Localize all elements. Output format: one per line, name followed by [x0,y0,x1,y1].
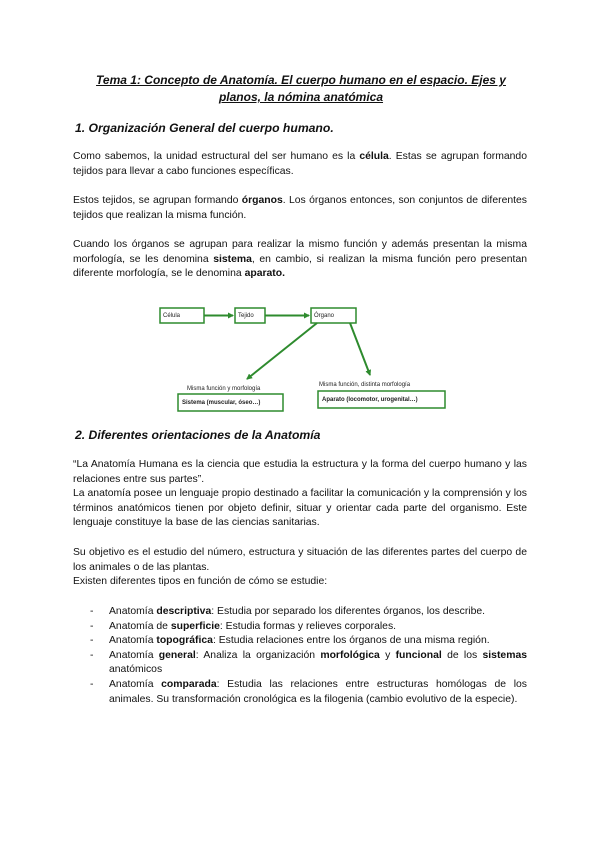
list-item: - Anatomía descriptiva: Estudia por separado los diferentes órganos, los describe. [90,606,486,617]
section1-paragraph-3: Cuando los órganos se agrupan para realizar la mismo función y además presentan la misma morfología, se les denomina sistema, en cambio, si realizan la misma función pero presentan diferente morfología, se le denomina aparato. [73,239,527,280]
diagram-label-aparato: Aparato (locomotor, urogenital…) [322,397,418,403]
diagram-label-sistema: Sistema (muscular, óseo…) [182,400,261,406]
anatomy-types-list [90,605,527,707]
diagram-caption-sistema: Misma función y morfología [187,386,261,392]
section1-heading: 1. Organización General del cuerpo humano. [75,121,334,135]
list-item: - Anatomía topográfica: Estudia relaciones entre los órganos de una misma región. [90,635,490,647]
section1-paragraph-1: Como sabemos, la unidad estructural del ser humano es la célula. Estas se agrupan formando tejidos para llevar a cabo funciones específicas. [73,151,527,177]
diagram-caption-aparato: Misma función, distinta morfología [319,382,411,388]
arrow-organo-aparato [350,323,370,375]
title-line-1: Tema 1: Concepto de Anatomía. El cuerpo humano en el espacio. Ejes y [96,73,506,87]
section2-paragraph-2: La anatomía posee un lenguaje propio destinado a facilitar la comunicación y la comprensión y los términos anatómicos tienen por objeto definir, situar y orientar cada parte del organismo. Este lenguaje constituye la base de las ciencias sanitarias. [73,488,527,529]
list-item: - Anatomía comparada: Estudia las relaciones entre estructuras homólogas de los animales. Su transformación cronológica es la filogenia (cambio evolutivo de la especie). [90,678,527,705]
section1-paragraph-2: Estos tejidos, se agrupan formando órganos. Los órganos entonces, son conjuntos de diferentes tejidos que realizan la misma función. [73,195,527,221]
section2-heading: 2. Diferentes orientaciones de la Anatomía [75,428,321,442]
arrow-organo-sistema [247,323,317,379]
diagram-label-tejido: Tejido [238,313,254,319]
diagram-label-celula: Célula [163,313,181,319]
list-item: - Anatomía general: Analiza la organización morfológica y funcional de los sistemas anatómicos [90,649,527,676]
organization-diagram [155,297,455,419]
section2-paragraph-3: Su objetivo es el estudio del número, estructura y situación de las diferentes partes del cuerpo de los animales o de las plantas. [73,547,527,573]
title-line-2: planos, la nómina anatómica [218,90,384,104]
section2-quote: “La Anatomía Humana es la ciencia que estudia la estructura y la forma del cuerpo humano y las relaciones entre sus partes”. [73,459,527,485]
section2-paragraph-4: Existen diferentes tipos en función de cómo se estudie: [73,576,328,587]
document-title [75,72,527,106]
diagram-label-organo: Órgano [314,313,335,319]
list-item: - Anatomía de superficie: Estudia formas y relieves corporales. [90,620,397,632]
